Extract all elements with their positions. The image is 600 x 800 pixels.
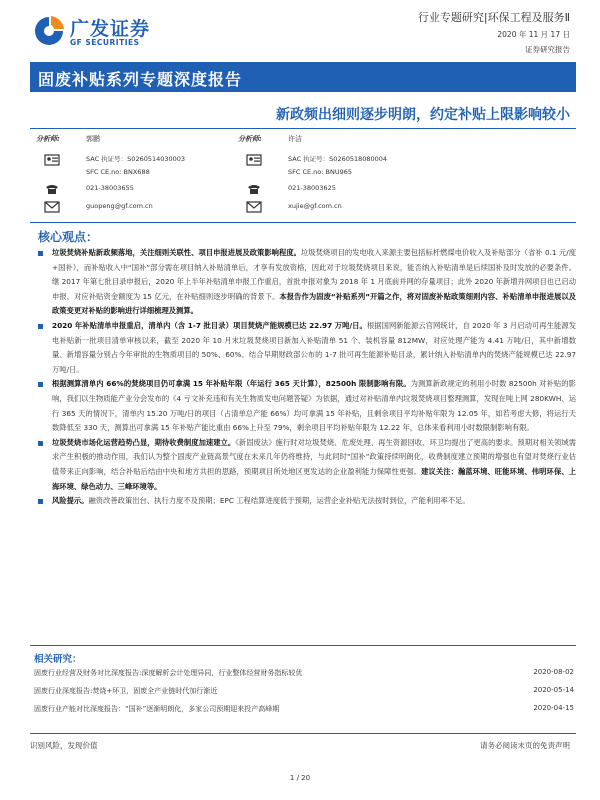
divider — [30, 645, 576, 646]
related-report-date: 2020-08-02 — [533, 668, 574, 676]
key-point-body: 《新固废法》施行时对垃圾焚烧、危废处理、再生资源回收、环卫均提出了更高的要求。预期对相关领域需求产生积极的推动作用，我们认为整个固废产业链高景气度在未来几年仍将维持，与此同时“国补”政策持续明朗化，收费制度建立预期的增强也有望对焚烧行业估值带来正向影响，结合补贴后结由中央和地方共担的思路，预期项目所处地区更发达的企业盈利能力保障性更强。 — [52, 437, 576, 476]
key-points-title: 核心观点： — [38, 230, 99, 244]
key-point-lead: 风险提示。 — [52, 496, 89, 506]
related-report-date: 2020-05-14 — [533, 686, 574, 694]
key-point — [30, 319, 576, 377]
divider — [30, 128, 576, 129]
analyst-label: 分析师: — [238, 135, 262, 143]
bullet-square-icon — [38, 382, 43, 387]
key-point — [30, 494, 576, 509]
key-point-tail: 本报告作为固废“补贴系列”开篇之作，将对固废补贴政策细则内容、补贴清单申报进展以及政策变更对补贴的影响进行详细梳理及测算。 — [52, 291, 577, 316]
email-icon — [246, 201, 262, 213]
divider — [30, 733, 576, 734]
title-bar — [30, 62, 576, 92]
phone-icon — [44, 183, 60, 195]
logo-english-name: GF SECURITIES — [70, 38, 140, 47]
report-date: 2020 年 11 月 17 日 — [497, 30, 570, 39]
key-point-body: 为测算新政规定的利用小时数 82500h 对补贴的影响，我们以生物质能产业分会发布的《4 亏文补充违和有关生物质发电问题答疑》为依据，通过对补贴清单内垃圾焚烧项目整理测算，发现在吨上网 280KWH、运行 365 天的情况下，清单内 15.20 万吨/日的项目（占清单总产能 66%）均可拿满 15 年补贴，且剩余项目平均补贴年限为 12.05 年，如若考虑大修，将运行天数降低至 330 天，测算出可拿满 15 年补贴产能比重由 66%上升至 79%，剩余项目平均补贴年限为 12.22 年，总体来看利用小时数限制影响有限。 — [52, 379, 576, 433]
page-header — [0, 0, 600, 58]
email-icon — [44, 201, 60, 213]
logo-mark-icon — [32, 14, 66, 48]
related-report-date: 2020-04-15 — [533, 704, 574, 712]
key-point — [30, 246, 576, 319]
related-report-title[interactable]: 固废行业产能对比深度报告：“国补”逐渐明朗化，多家公司预期迎来投产高峰期 — [34, 705, 280, 713]
related-research-title: 相关研究： — [34, 654, 82, 665]
key-point-body: 融资改善政策出台、执行力度不及预期；EPC 工程结算进度低于预期，运营企业补贴无法按时到位，产能利用率不足。 — [88, 496, 470, 506]
report-subtitle: 新政频出细则逐步明朗，约定补贴上限影响较小 — [276, 107, 570, 123]
bullet-square-icon — [38, 251, 43, 256]
analyst-phone: 021-38003655 — [86, 184, 134, 192]
analyst-name: 许洁 — [288, 135, 302, 143]
key-point-tail: 建议关注：瀚蓝环境、旺能环境、伟明环保、上海环境、绿色动力、三峰环境等。 — [52, 466, 577, 491]
logo-chinese-name: 广发证券 — [70, 18, 151, 40]
analyst-card — [238, 134, 478, 224]
bullet-square-icon — [38, 324, 43, 329]
key-point-lead: 垃圾焚烧补贴新政频落地，关注细则关联性、项目申报进展及政策影响程度。 — [52, 248, 301, 257]
key-point-lead: 根据测算清单内 66%的焚烧项目仍可拿满 15 年补贴年限（年运行 365 天计算），82500h 限制影响有限。 — [52, 379, 411, 389]
bullet-square-icon — [38, 441, 43, 446]
analyst-sac: SAC 执证号：S0260518080004 — [288, 155, 388, 163]
id-card-icon — [246, 154, 262, 166]
phone-icon — [246, 183, 262, 195]
related-report-title[interactable]: 固废行业深度报告:焚烧+环卫，固废全产业链时代加行渐近 — [34, 687, 218, 695]
report-kind: 证券研究报告 — [525, 45, 570, 54]
bullet-square-icon — [38, 499, 43, 504]
key-points-list — [30, 246, 576, 509]
footer-disclaimer-note: 请务必阅读末页的免责声明 — [480, 741, 570, 750]
key-point-body: 根据国网新能源云官网统计，自 2020 年 3 月启动可再生能源发电补贴新一批项目清单审核以来，截至 2020 年 10 月末垃圾焚烧项目新加入补贴清单 51 个、装机容量 812MW，对应处理产能为 4.41 万吨/日，其中新增数量、新增容量分别占今年审批的生物质项目的 50%、60%。结合早期财政部公布的 1-7 批可再生能源补贴目录，累计纳入补贴清单内的焚烧产能规模已达 22.97 万吨/日。 — [52, 320, 576, 374]
analyst-email[interactable]: guopeng@gf.com.cn — [86, 202, 153, 210]
related-report-title[interactable]: 固废行业经营及财务对比深度报告:深度解析会计处理异同，行业整体经营财务指标较优 — [34, 669, 303, 677]
report-title: 固废补贴系列专题深度报告 — [38, 70, 243, 89]
analyst-phone: 021-38003625 — [288, 184, 336, 192]
company-logo — [32, 14, 162, 48]
analyst-sfc: SFC CE.no: BNU965 — [288, 168, 353, 176]
key-point-lead: 2020 年补贴清单申报重启，清单内（含 1-7 批目录）项目焚烧产能规模已达 22.97 万吨/日。 — [52, 320, 367, 330]
analyst-sac: SAC 执证号：S0260514030003 — [86, 155, 186, 163]
key-point — [30, 436, 576, 494]
analyst-label: 分析师: — [36, 135, 60, 143]
footer-slogan: 识别风险，发现价值 — [30, 741, 98, 750]
key-point-body: 垃圾焚烧项目的发电收入来源主要包括标杆燃煤电价收入及补贴部分（省补 0.1 元/度+国补），而补贴收入中“国补”部分需在项目纳入补贴清单后，才享有发放资格，因此对于垃圾焚烧项目来说，能否纳入补贴清单是后续国补及时发放的必要条件。继 2017 年第七批目录申报后，2020 年上半年补贴清单申报工作重启，首批申报对象为 2018 年 1 月底前并网的存量项目；此外 2020 年新增并网项目也已启动申报，对应补贴资金额度为 15 亿元，在补贴细则逐步明确的背景下。 — [52, 248, 577, 301]
report-category: 行业专题研究|环保工程及服务Ⅱ — [417, 11, 570, 24]
divider — [30, 222, 576, 223]
analyst-sfc: SFC CE.no: BNX688 — [86, 168, 150, 176]
page-number: 1 / 20 — [289, 774, 311, 782]
id-card-icon — [44, 154, 60, 166]
key-point-lead: 垃圾焚烧市场化运营趋势凸显，期待收费制度加速建立。 — [52, 437, 236, 447]
key-point — [30, 377, 576, 435]
analyst-email[interactable]: xujie@gf.com.cn — [288, 202, 342, 210]
analyst-name: 郭鹏 — [86, 135, 100, 143]
